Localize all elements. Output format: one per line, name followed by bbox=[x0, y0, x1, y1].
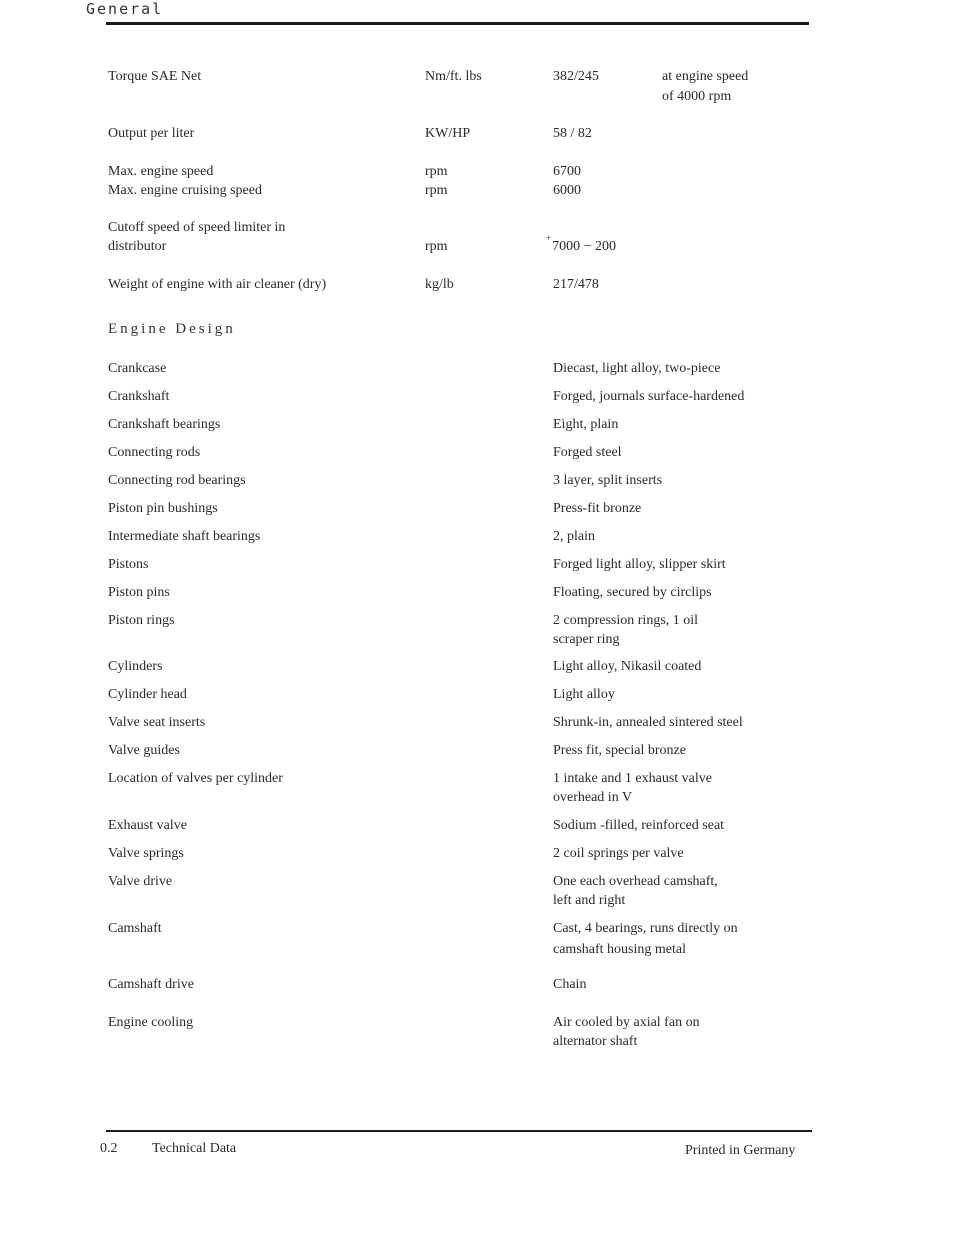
spec-note: of 4000 rpm bbox=[662, 89, 732, 104]
design-component: Location of valves per cylinder bbox=[108, 771, 283, 786]
plus-sign-glyph: + bbox=[546, 233, 552, 243]
design-component: Intermediate shaft bearings bbox=[108, 529, 261, 544]
design-component: Valve guides bbox=[108, 743, 180, 758]
design-component: Piston pin bushings bbox=[108, 501, 218, 516]
design-description: Forged steel bbox=[553, 445, 622, 460]
design-description: Forged light alloy, slipper skirt bbox=[553, 557, 726, 572]
design-component: Valve springs bbox=[108, 846, 184, 861]
spec-unit: KW/HP bbox=[425, 126, 471, 141]
design-component: Pistons bbox=[108, 557, 149, 572]
page-header-title: General bbox=[86, 0, 164, 18]
design-component: Exhaust valve bbox=[108, 818, 187, 833]
spec-label: Torque SAE Net bbox=[108, 69, 202, 84]
design-description: One each overhead camshaft, bbox=[553, 874, 718, 889]
spec-label: Weight of engine with air cleaner (dry) bbox=[108, 277, 327, 292]
design-description: Press-fit bronze bbox=[553, 501, 642, 516]
spec-note: at engine speed bbox=[662, 69, 749, 84]
design-description: Press fit, special bronze bbox=[553, 743, 686, 758]
footer-section-title: Technical Data bbox=[152, 1141, 237, 1156]
spec-unit: rpm bbox=[425, 183, 448, 198]
design-component: Crankcase bbox=[108, 361, 167, 376]
spec-value: 6700 bbox=[553, 164, 581, 179]
design-description: overhead in V bbox=[553, 790, 633, 805]
design-description: Air cooled by axial fan on bbox=[553, 1015, 700, 1030]
design-description: Light alloy bbox=[553, 687, 615, 702]
design-component: Crankshaft bearings bbox=[108, 417, 221, 432]
design-description: 2, plain bbox=[553, 529, 595, 544]
design-component: Connecting rods bbox=[108, 445, 201, 460]
spec-unit: rpm bbox=[425, 239, 448, 254]
design-description: alternator shaft bbox=[553, 1034, 638, 1049]
design-description: Sodium -filled, reinforced seat bbox=[553, 818, 725, 833]
design-description: Shrunk-in, annealed sintered steel bbox=[553, 715, 743, 730]
spec-label: Cutoff speed of speed limiter in bbox=[108, 220, 286, 235]
design-component: Cylinders bbox=[108, 659, 163, 674]
spec-label: Output per liter bbox=[108, 126, 195, 141]
design-component: Piston pins bbox=[108, 585, 170, 600]
design-description: Floating, secured by circlips bbox=[553, 585, 712, 600]
design-description: scraper ring bbox=[553, 632, 620, 647]
section-heading: Engine Design bbox=[108, 321, 236, 337]
design-description: Forged, journals surface-hardened bbox=[553, 389, 745, 404]
footer-rule bbox=[106, 1130, 812, 1132]
spec-value-tolerance bbox=[546, 233, 616, 256]
design-component: Connecting rod bearings bbox=[108, 473, 246, 488]
footer-printed-note: Printed in Germany bbox=[685, 1143, 796, 1158]
spec-value: 7000 − 200 bbox=[552, 239, 616, 254]
design-description: 2 compression rings, 1 oil bbox=[553, 613, 699, 628]
design-component: Crankshaft bbox=[108, 389, 170, 404]
spec-unit: Nm/ft. lbs bbox=[425, 69, 482, 84]
page-number: 0.2 bbox=[100, 1141, 118, 1156]
design-component: Valve drive bbox=[108, 874, 173, 889]
spec-value: 6000 bbox=[553, 183, 581, 198]
design-component: Piston rings bbox=[108, 613, 175, 628]
footer-left bbox=[100, 1140, 236, 1158]
design-component: Valve seat inserts bbox=[108, 715, 206, 730]
header-rule bbox=[106, 22, 809, 25]
spec-label: Max. engine cruising speed bbox=[108, 183, 262, 198]
spec-label: Max. engine speed bbox=[108, 164, 214, 179]
design-description: Diecast, light alloy, two-piece bbox=[553, 361, 721, 376]
design-component: Engine cooling bbox=[108, 1015, 194, 1030]
spec-value: 58 / 82 bbox=[553, 126, 592, 141]
spec-unit: kg/lb bbox=[425, 277, 454, 292]
design-component: Camshaft bbox=[108, 921, 162, 936]
design-component: Cylinder head bbox=[108, 687, 187, 702]
spec-label: distributor bbox=[108, 239, 167, 254]
spec-value: 217/478 bbox=[553, 277, 599, 292]
design-description: Cast, 4 bearings, runs directly on bbox=[553, 921, 738, 936]
design-description: Chain bbox=[553, 977, 587, 992]
design-description: 3 layer, split inserts bbox=[553, 473, 663, 488]
design-description: left and right bbox=[553, 893, 626, 908]
design-description: camshaft housing metal bbox=[553, 942, 686, 957]
spec-unit: rpm bbox=[425, 164, 448, 179]
design-description: Light alloy, Nikasil coated bbox=[553, 659, 702, 674]
spec-value: 382/245 bbox=[553, 69, 599, 84]
design-description: 1 intake and 1 exhaust valve bbox=[553, 771, 713, 786]
design-component: Camshaft drive bbox=[108, 977, 194, 992]
design-description: 2 coil springs per valve bbox=[553, 846, 684, 861]
design-description: Eight, plain bbox=[553, 417, 619, 432]
